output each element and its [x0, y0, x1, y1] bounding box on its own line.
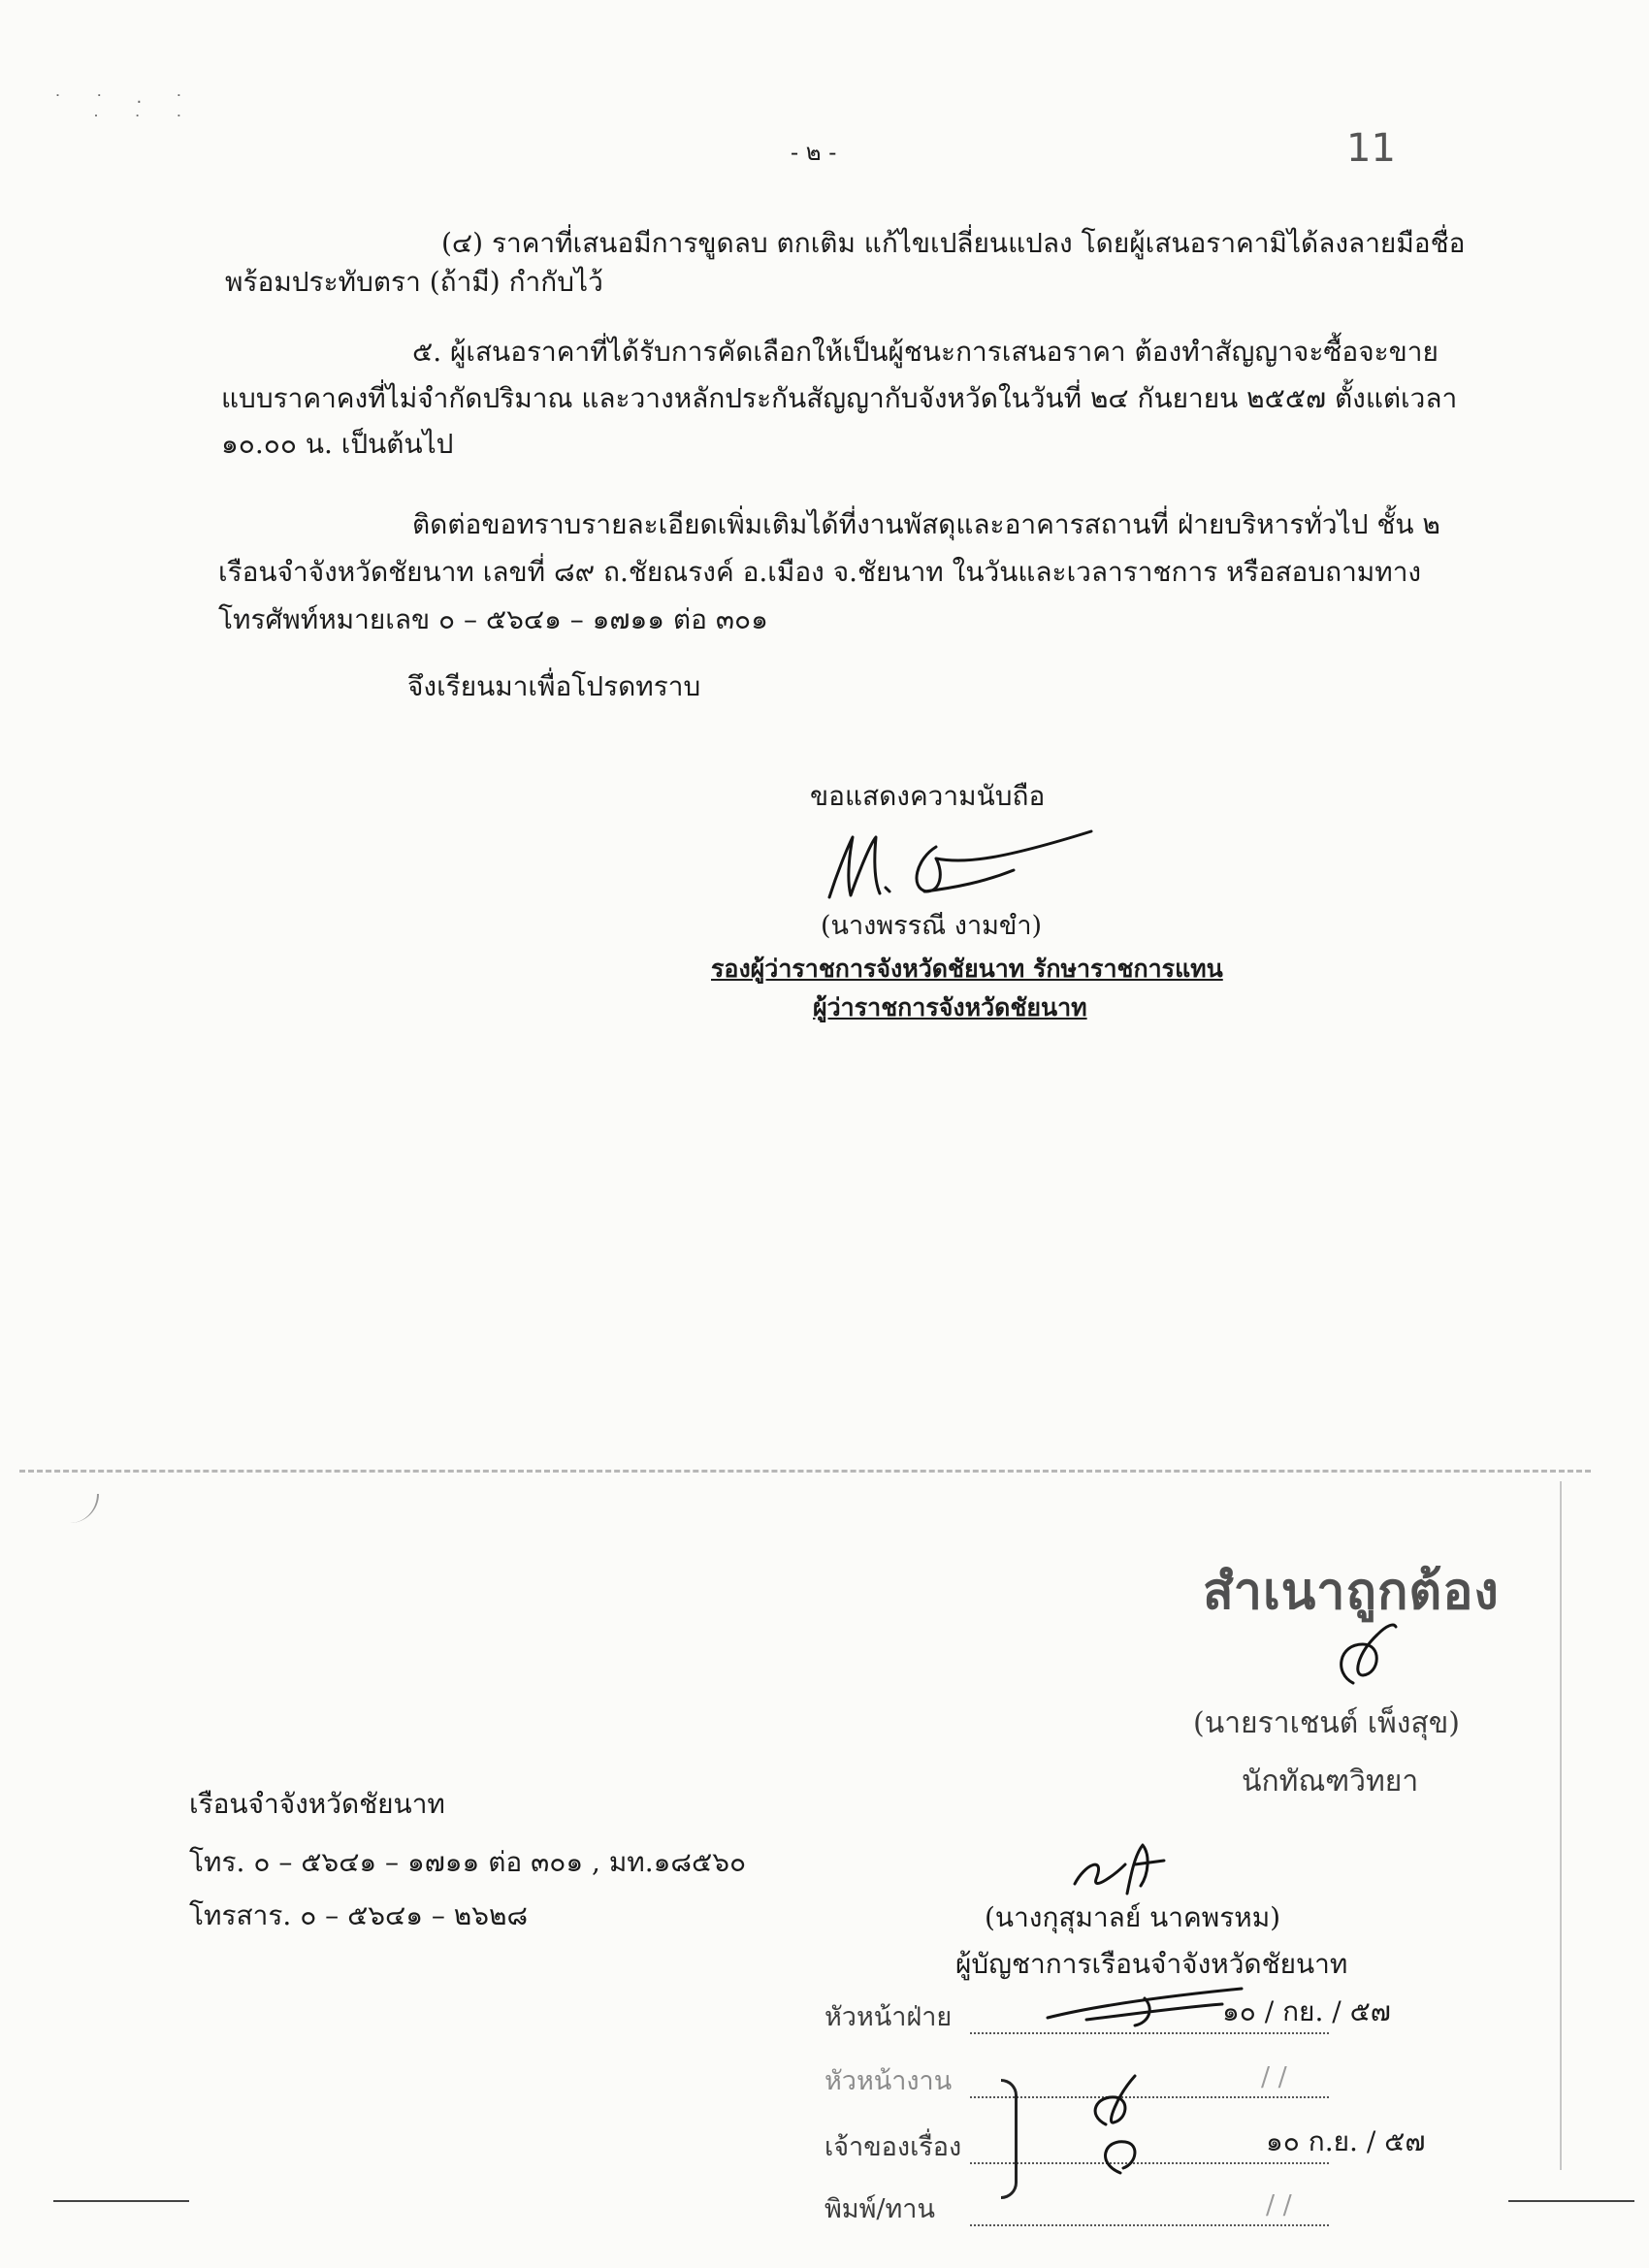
certifier-position: นักทัณฑวิทยา: [1242, 1765, 1419, 1798]
sender-phone: โทร. ๐ – ๕๖๔๑ – ๑๗๑๑ ต่อ ๓๐๑ , มท.๑๘๕๖๐: [189, 1846, 747, 1878]
accountant-position: ผู้บัญชาการเรือนจำจังหวัดชัยนาท: [955, 1948, 1348, 1980]
certified-stamp-heading: สำเนาถูกต้อง: [1203, 1562, 1500, 1621]
item4-line2: พร้อมประทับตรา (ถ้ามี) กำกับไว้: [225, 266, 603, 298]
routing-label-2: หัวหน้างาน: [824, 2066, 953, 2096]
routing-label-3: เจ้าของเรื่อง: [824, 2132, 962, 2162]
regards: ขอแสดงความนับถือ: [810, 780, 1046, 812]
scan-edge-line: [1560, 1481, 1562, 2170]
item5-line3: ๑๐.๐๐ น. เป็นต้นไป: [221, 428, 454, 460]
signature-certifier: [1324, 1615, 1411, 1693]
routing-date-1: ๑๐ / กย. / ๕๗: [1222, 1995, 1391, 2027]
routing-date-2: / /: [1261, 2062, 1287, 2092]
item4-line1: (๔) ราคาที่เสนอมีการขูดลบ ตกเติม แก้ไขเปลี่ยนแปลง โดยผู้เสนอราคามิได้ลงลายมือชื่อ: [441, 227, 1466, 259]
accountant-name: (นางกุสุมาลย์ นาคพรหม): [985, 1901, 1281, 1933]
routing-date-3: ๑๐ ก.ย. / ๕๗: [1266, 2125, 1426, 2157]
official-name: (นางพรรณี งามขำ): [821, 911, 1043, 941]
contact-line3: โทรศัพท์หมายเลข ๐ – ๕๖๔๑ – ๑๗๑๑ ต่อ ๓๐๑: [218, 603, 768, 635]
certifier-name: (นายราเชนต์ เพ็งสุข): [1193, 1706, 1460, 1740]
scan-bottom-line-right: [1508, 2200, 1634, 2202]
signature-accountant: [1067, 1835, 1183, 1903]
page-divider: [19, 1470, 1591, 1473]
closing-line: จึงเรียนมาเพื่อโปรดทราบ: [407, 670, 701, 702]
routing-initials: [1028, 1979, 1280, 2202]
sender-office: เรือนจำจังหวัดชัยนาท: [189, 1788, 445, 1820]
official-title-line2: ผู้ว่าราชการจังหวัดชัยนาท: [813, 993, 1087, 1021]
official-title-line1: รองผู้ว่าราชการจังหวัดชัยนาท รักษาราชการแทน: [711, 955, 1223, 983]
contact-line1: ติดต่อขอทราบรายละเอียดเพิ่มเติมได้ที่งานพัสดุและอาคารสถานที่ ฝ่ายบริหารทั่วไป ชั้น ๒: [412, 508, 1440, 540]
scan-mark: [58, 1494, 99, 1523]
scan-bottom-line-left: [53, 2200, 189, 2202]
routing-date-4: / /: [1266, 2190, 1292, 2220]
signature-official: [820, 820, 1111, 917]
routing-label-4: พิมพ์/ทาน: [824, 2194, 935, 2224]
corner-mark: 11: [1346, 126, 1396, 171]
item5-line1: ๕. ผู้เสนอราคาที่ได้รับการคัดเลือกให้เป็นผู้ชนะการเสนอราคา ต้องทำสัญญาจะซื้อจะขาย: [412, 336, 1439, 368]
routing-bracket: [1001, 2079, 1018, 2199]
contact-line2: เรือนจำจังหวัดชัยนาท เลขที่ ๘๙ ถ.ชัยณรงค์ อ.เมือง จ.ชัยนาท ในวันและเวลาราชการ หรือสอบถามทาง: [218, 556, 1422, 588]
item5-line2: แบบราคาคงที่ไม่จำกัดปริมาณ และวางหลักประกันสัญญากับจังหวัดในวันที่ ๒๔ กันยายน ๒๕๕๗ ตั้งแต่เวลา: [221, 382, 1458, 414]
routing-line-4: [970, 2224, 1329, 2226]
scan-specks: ˙ ˙ · ˙ ˙ ˙ ˙: [53, 92, 197, 133]
page-number: - ๒ -: [791, 139, 837, 166]
routing-label-1: หัวหน้าฝ่าย: [824, 2002, 953, 2032]
sender-fax: โทรสาร. ๐ – ๕๖๔๑ – ๒๖๒๘: [189, 1899, 529, 1931]
